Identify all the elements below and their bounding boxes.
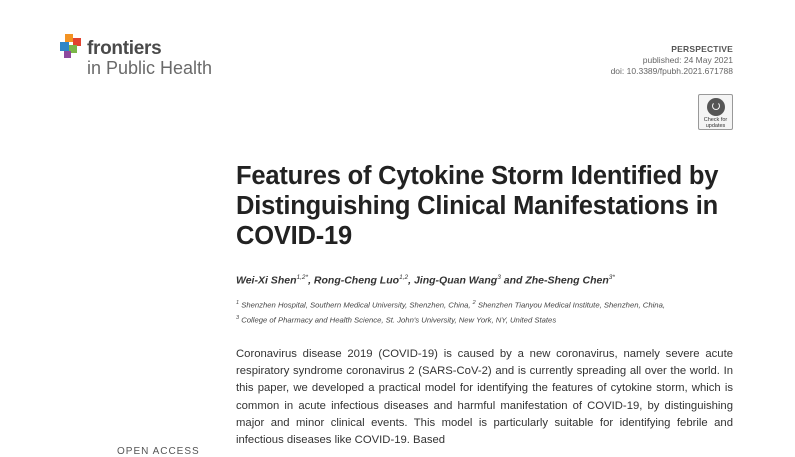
author-name[interactable]: Zhe-Sheng Chen <box>525 274 609 287</box>
author-name[interactable]: Rong-Cheng Luo <box>313 274 400 287</box>
doi-link[interactable]: doi: 10.3389/fpubh.2021.671788 <box>610 66 733 76</box>
abstract-text: Coronavirus disease 2019 (COVID-19) is caused by a new coronavirus, namely severe acute respiratory syndrome coronavirus 2 (SARS-CoV-2) and is currently spreading all over the world. In this paper, we developed a practical model for identifying the features of cytokine storm, which is common in acute infectious diseases and harmful manifestation of COVID-19, by distinguishing major and minor clinical events. This model is particularly suitable for identifying febrile and infectious diseases like COVID-19. Based <box>236 348 733 447</box>
affiliation-sup: 2 <box>472 300 476 306</box>
check-updates-icon <box>707 98 725 116</box>
journal-brand: frontiers <box>87 38 162 59</box>
affiliation-sup: 3 <box>236 314 240 321</box>
author-affiliation-sup: 1,2* <box>296 274 309 281</box>
author-name[interactable]: Wei-Xi Shen <box>236 274 297 287</box>
affiliation-text: College of Pharmacy and Health Science, St. John's University, New York, NY, United States <box>241 315 557 325</box>
article-meta <box>611 44 733 77</box>
check-for-updates-button[interactable] <box>698 94 733 130</box>
journal-logo[interactable] <box>60 34 260 78</box>
published-date: published: 24 May 2021 <box>642 55 733 65</box>
affiliation-line <box>236 297 756 312</box>
article-title: Features of Cytokine Storm Identified by Distinguishing Clinical Manifestations in COVID-19 <box>236 162 719 250</box>
author-affiliation-sup: 3 <box>497 274 501 281</box>
author-affiliation-sup: 1,2 <box>399 274 409 281</box>
affiliation-line <box>236 312 756 327</box>
author-separator: and <box>500 274 526 287</box>
check-updates-line2: updates <box>705 123 726 129</box>
journal-name: in Public Health <box>87 58 213 78</box>
author-separator: , <box>408 274 414 287</box>
author-separator: , <box>308 274 314 287</box>
author-list <box>236 271 756 288</box>
author-name[interactable]: Jing-Quan Wang <box>413 274 498 287</box>
open-access-label: OPEN ACCESS <box>117 446 200 457</box>
author-affiliation-sup: 3* <box>608 274 615 281</box>
article-type: PERSPECTIVE <box>671 44 733 54</box>
frontiers-logo-icon <box>60 34 84 60</box>
check-updates-line1: Check for <box>703 117 728 123</box>
affiliation-sup: 1 <box>236 300 240 306</box>
affiliations <box>236 297 756 326</box>
affiliation-text: Shenzhen Hospital, Southern Medical University, Shenzhen, China, <box>241 300 473 310</box>
affiliation-text: Shenzhen Tianyou Medical Institute, Shenzhen, China, <box>477 300 665 310</box>
